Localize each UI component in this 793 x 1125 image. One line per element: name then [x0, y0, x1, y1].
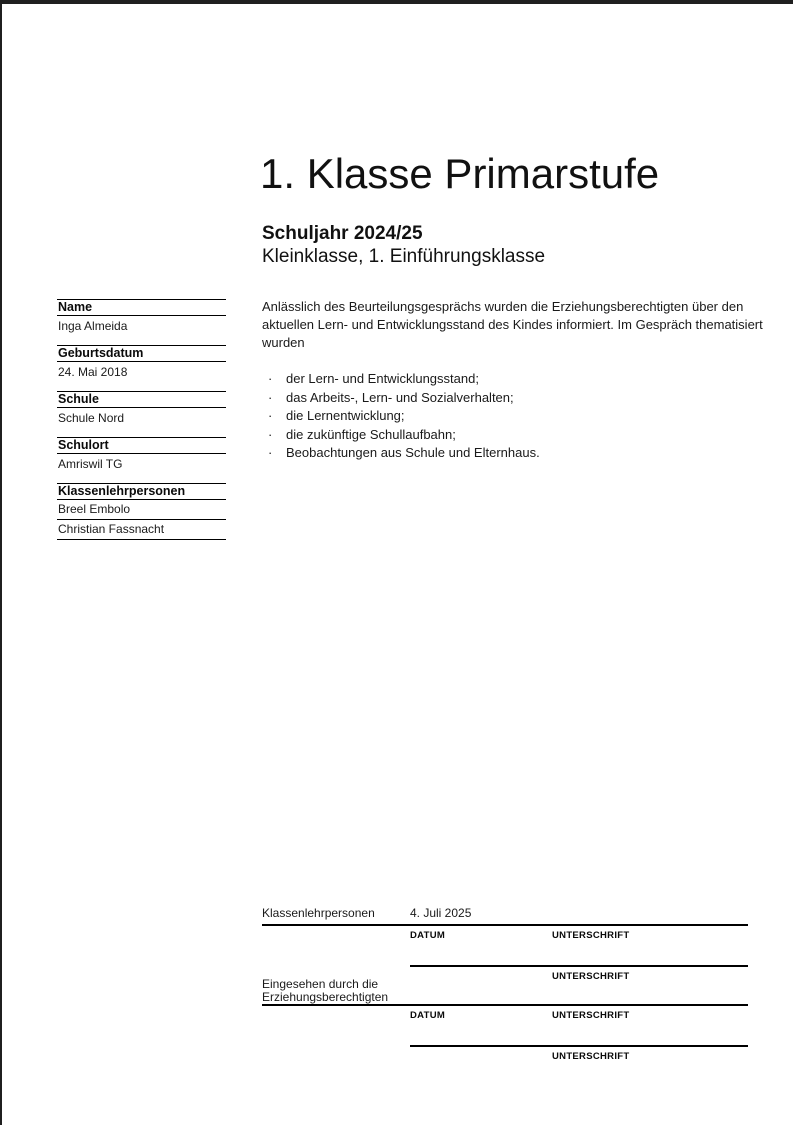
list-item-text: das Arbeits-, Lern- und Sozialverhalten;	[286, 389, 514, 405]
info-value-class-teacher-2: Christian Fassnacht	[57, 520, 226, 540]
list-item	[262, 407, 780, 426]
list-item	[262, 389, 780, 408]
info-section-school-location	[57, 437, 226, 483]
datum-caption-guardians: DATUM	[410, 1010, 446, 1021]
info-value-school: Schule Nord	[58, 411, 125, 425]
info-value-name: Inga Almeida	[58, 319, 128, 333]
info-label-birthdate: Geburtsdatum	[57, 345, 226, 362]
school-year-subtitle: Schuljahr 2024/25	[262, 223, 423, 244]
datum-caption-teachers: DATUM	[410, 930, 446, 941]
page-left-border	[0, 0, 2, 1125]
guardians-label-line2: Erziehungsberechtigten	[262, 990, 389, 1004]
signature-line-teachers-1	[262, 924, 748, 926]
info-label-school: Schule	[57, 391, 226, 408]
list-item-text: die zukünftige Schullaufbahn;	[286, 426, 456, 442]
info-label-school-location: Schulort	[57, 437, 226, 454]
list-item-text: der Lern- und Entwicklungsstand;	[286, 371, 479, 386]
page-top-border	[0, 0, 793, 4]
info-section-birthdate	[57, 345, 226, 391]
list-item	[262, 426, 780, 445]
unterschrift-caption-guardians-2: UNTERSCHRIFT	[552, 1051, 630, 1062]
intro-paragraph: Anlässlich des Beurteilungsgesprächs wurden die Erziehungsberechtigten über den aktuellen Lern- und Entwicklungsstand des Kindes informiert. Im Gespräch thematisiert wurden	[262, 299, 763, 350]
signature-line-guardians-1	[262, 1004, 748, 1006]
info-value-class-teacher-1: Breel Embolo	[57, 500, 226, 520]
info-value-school-location: Amriswil TG	[58, 457, 123, 471]
list-item	[262, 444, 780, 463]
class-type-subtitle: Kleinklasse, 1. Einführungsklasse	[262, 246, 546, 267]
student-info-table	[57, 299, 226, 540]
unterschrift-caption-teachers-2: UNTERSCHRIFT	[552, 971, 630, 982]
info-section-name	[57, 299, 226, 345]
topics-list	[262, 370, 780, 463]
signature-line-guardians-2	[410, 1045, 748, 1047]
guardians-label-line1: Eingesehen durch die	[262, 977, 379, 991]
bullet-icon: ·	[268, 426, 273, 442]
body-content	[262, 298, 780, 463]
list-item-text: Beobachtungen aus Schule und Elternhaus.	[286, 445, 540, 461]
signature-block	[262, 900, 748, 1070]
info-section-school	[57, 391, 226, 437]
page-title: 1. Klasse Primarstufe	[260, 150, 660, 197]
list-item	[262, 370, 780, 389]
list-item-text: die Lernentwicklung;	[286, 408, 405, 424]
signature-date-value: 4. Juli 2025	[410, 906, 472, 920]
info-section-class-teachers	[57, 483, 226, 540]
bullet-icon: ·	[268, 445, 273, 461]
info-label-class-teachers: Klassenlehrpersonen	[57, 483, 226, 500]
teachers-signature-label: Klassenlehrpersonen	[262, 906, 375, 920]
signature-line-teachers-2	[410, 965, 748, 967]
bullet-icon: ·	[268, 389, 273, 405]
bullet-icon: ·	[268, 408, 273, 424]
info-label-name: Name	[57, 299, 226, 316]
unterschrift-caption-teachers-1: UNTERSCHRIFT	[552, 930, 630, 941]
info-value-birthdate: 24. Mai 2018	[58, 365, 128, 379]
bullet-icon: ·	[268, 371, 273, 386]
unterschrift-caption-guardians-1: UNTERSCHRIFT	[552, 1010, 630, 1021]
